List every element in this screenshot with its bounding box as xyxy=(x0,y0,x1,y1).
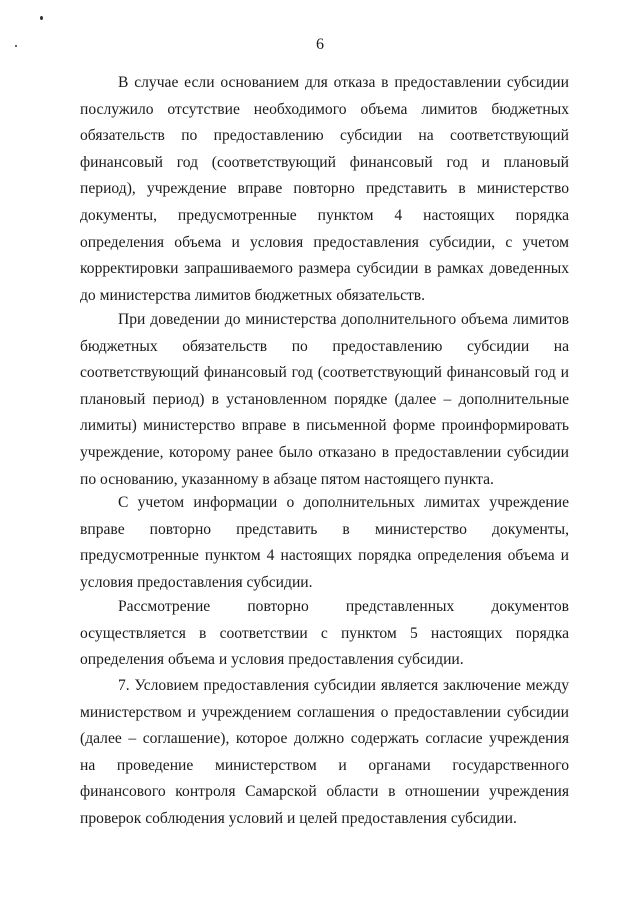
paragraph-additional-limits: При доведении до министерства дополнительного объема лимитов бюджетных обязательств по предоставлению субсидии на соответствующий финансовый год (соответствующий финансовый год и плановый период) в установленном порядке (далее – дополнительные лимиты) министерство вправе в письменной форме проинформировать учреждение, которому ранее было отказано в предоставлении субсидии по основанию, указанному в абзаце пятом настоящего пункта. xyxy=(80,311,569,488)
page-number: 6 xyxy=(316,36,324,53)
paragraph-clause-7: 7. Условием предоставления субсидии является заключение между министерством и учреждением соглашения о предоставлении субсидии (далее – соглашение), которое должно содержать согласие учреждения на проведение министерством и органами государственного финансового контроля Самарской области в отношении учреждения проверок соблюдения условий и целей предоставления субсидии. xyxy=(80,677,569,827)
paragraph-resubmission: В случае если основанием для отказа в предоставлении субсидии послужило отсутствие необходимого объема лимитов бюджетных обязательств по предоставлению субсидии на соответствующий финансовый год (соответствующий финансовый год и плановый период), учреждение вправе повторно представить в министерство документы, предусмотренные пунктом 4 настоящих порядка определения объема и условия предоставления субсидии, с учетом корректировки запрашиваемого размера субсидии в рамках доведенных до министерства лимитов бюджетных обязательств. xyxy=(80,74,569,304)
paragraph-resubmit-documents: С учетом информации о дополнительных лимитах учреждение вправе повторно представить в министерство документы, предусмотренные пунктом 4 настоящих порядка определения объема и условия предоставления субсидии. xyxy=(80,494,569,591)
paragraph-review: Рассмотрение повторно представленных документов осуществляется в соответствии с пунктом 5 настоящих порядка определения объема и условия предоставления субсидии. xyxy=(80,598,569,669)
scan-speck xyxy=(40,16,43,20)
